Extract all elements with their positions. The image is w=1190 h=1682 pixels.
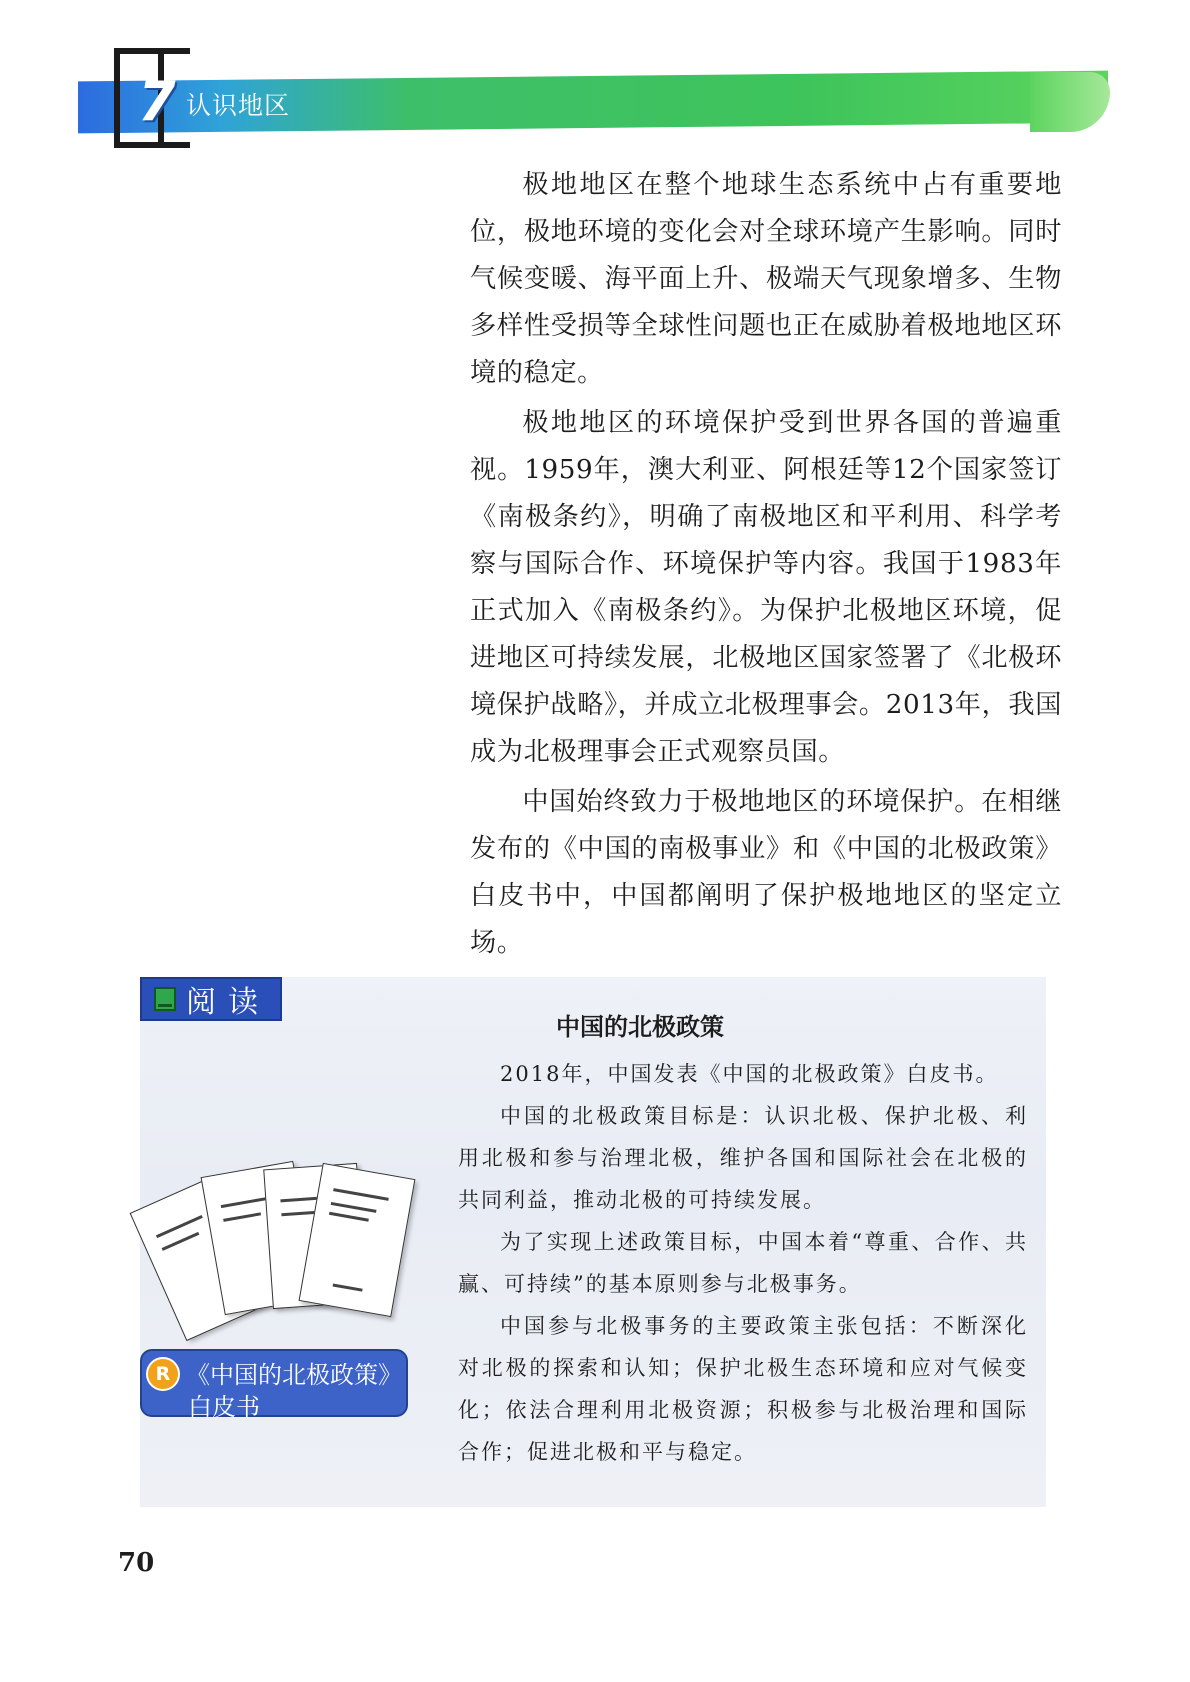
page-number: 70 xyxy=(118,1548,155,1578)
image-caption xyxy=(140,1349,408,1421)
white-paper-booklets-image xyxy=(150,1148,420,1338)
reading-paragraph-4: 中国参与北极事务的主要政策主张包括：不断深化对北极的探索和认知；保护北极生态环境和应对气候变化；依法合理利用北极资源；积极参与北极治理和国际合作；促进北极和平与稳定。 xyxy=(458,1314,1028,1464)
reading-text xyxy=(458,1053,1028,1473)
reading-paragraph-3: 为了实现上述政策目标，中国本着“尊重、合作、共赢、可持续”的基本原则参与北极事务。 xyxy=(458,1230,1028,1296)
reading-tag-label: 阅读 xyxy=(186,985,270,1020)
reading-paragraph-2: 中国的北极政策目标是：认识北极、保护北极、利用北极和参与治理北极，维护各国和国际社会在北极的共同利益，推动北极的可持续发展。 xyxy=(458,1104,1028,1212)
reading-paragraph-1: 2018年，中国发表《中国的北极政策》白皮书。 xyxy=(500,1062,999,1086)
caption-line-2: 白皮书 xyxy=(188,1393,260,1421)
chapter-title: 认识地区 xyxy=(186,91,291,120)
header-band-tail xyxy=(1030,72,1110,132)
book-icon xyxy=(154,987,176,1011)
reading-title: 中国的北极政策 xyxy=(556,1013,724,1041)
resource-badge-icon: R xyxy=(146,1357,180,1391)
main-text xyxy=(470,162,1062,970)
caption-line-1: 《中国的北极政策》 xyxy=(186,1361,402,1389)
reading-tag xyxy=(140,977,282,1021)
paragraph-2: 极地地区的环境保护受到世界各国的普遍重视。1959年，澳大利亚、阿根廷等12个国家签订《南极条约》，明确了南极地区和平利用、科学考察与国际合作、环境保护等内容。我国于1983年正式加入《南极条约》。为保护北极地区环境，促进地区可持续发展，北极地区国家签署了《北极环境保护战略》，并成立北极理事会。2013年，我国成为北极理事会正式观察员国。 xyxy=(470,408,1062,767)
chapter-number: 7 xyxy=(138,70,176,133)
chapter-header xyxy=(0,0,1190,160)
paragraph-3: 中国始终致力于极地地区的环境保护。在相继发布的《中国的南极事业》和《中国的北极政策》白皮书中，中国都阐明了保护极地地区的坚定立场。 xyxy=(470,787,1062,958)
paragraph-1: 极地地区在整个地球生态系统中占有重要地位，极地环境的变化会对全球环境产生影响。同时气候变暖、海平面上升、极端天气现象增多、生物多样性受损等全球性问题也正在威胁着极地地区环境的稳定。 xyxy=(470,170,1062,388)
